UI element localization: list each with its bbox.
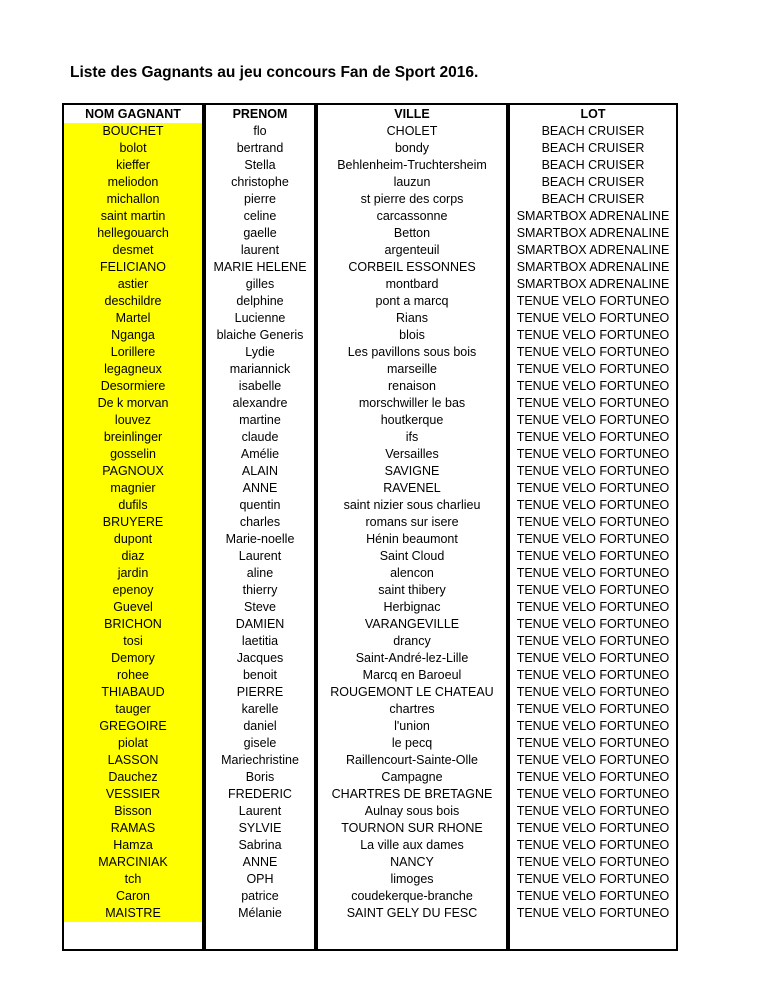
cell-prenom: PIERRE bbox=[236, 685, 284, 699]
cell-ville: ifs bbox=[405, 430, 419, 444]
cell-ville: chartres bbox=[389, 702, 435, 716]
cell-nom: jardin bbox=[64, 565, 202, 582]
cell-lot: TENUE VELO FORTUNEO bbox=[516, 345, 670, 359]
cell-lot: SMARTBOX ADRENALINE bbox=[516, 243, 670, 257]
cell-lot: TENUE VELO FORTUNEO bbox=[516, 362, 670, 376]
cell-ville: argenteuil bbox=[384, 243, 440, 257]
cell-ville: Behlenheim-Truchtersheim bbox=[337, 158, 487, 172]
cell-prenom: OPH bbox=[246, 872, 274, 886]
cell-ville: st pierre des corps bbox=[360, 192, 464, 206]
cell-lot: BEACH CRUISER bbox=[541, 141, 645, 155]
cell-nom: louvez bbox=[64, 412, 202, 429]
cell-prenom: Lydie bbox=[245, 345, 275, 359]
cell-ville: renaison bbox=[388, 379, 436, 393]
cell-prenom: daniel bbox=[243, 719, 277, 733]
cell-nom: saint martin bbox=[64, 208, 202, 225]
cell-lot: TENUE VELO FORTUNEO bbox=[516, 583, 670, 597]
cell-ville: CHOLET bbox=[386, 124, 438, 138]
cell-ville: SAVIGNE bbox=[384, 464, 440, 478]
header-ville: VILLE bbox=[394, 107, 430, 121]
cell-ville: morschwiller le bas bbox=[358, 396, 466, 410]
cell-lot: TENUE VELO FORTUNEO bbox=[516, 872, 670, 886]
header-lot: LOT bbox=[580, 107, 606, 121]
cell-prenom: Boris bbox=[245, 770, 275, 784]
cell-lot: TENUE VELO FORTUNEO bbox=[516, 838, 670, 852]
cell-lot: SMARTBOX ADRENALINE bbox=[516, 209, 670, 223]
cell-prenom: gaelle bbox=[243, 226, 277, 240]
cell-prenom: aline bbox=[246, 566, 274, 580]
cell-ville: saint thibery bbox=[378, 583, 446, 597]
cell-prenom: ANNE bbox=[242, 481, 278, 495]
cell-prenom: charles bbox=[239, 515, 281, 529]
cell-prenom: Amélie bbox=[240, 447, 280, 461]
cell-nom: BRUYERE bbox=[64, 514, 202, 531]
cell-nom: PAGNOUX bbox=[64, 463, 202, 480]
column-nom-gagnant bbox=[62, 103, 204, 951]
cell-prenom: flo bbox=[253, 124, 267, 138]
cell-ville: VARANGEVILLE bbox=[364, 617, 460, 631]
cell-nom: FELICIANO bbox=[64, 259, 202, 276]
cell-ville: montbard bbox=[385, 277, 439, 291]
cell-prenom: FREDERIC bbox=[228, 787, 292, 801]
cell-lot: BEACH CRUISER bbox=[541, 158, 645, 172]
column-prenom bbox=[204, 103, 316, 951]
cell-nom: hellegouarch bbox=[64, 225, 202, 242]
cell-lot: TENUE VELO FORTUNEO bbox=[516, 430, 670, 444]
cell-lot: TENUE VELO FORTUNEO bbox=[516, 804, 670, 818]
cell-nom: dupont bbox=[64, 531, 202, 548]
cell-ville: Rians bbox=[396, 311, 428, 325]
cell-nom: RAMAS bbox=[64, 820, 202, 837]
cell-prenom: Mélanie bbox=[238, 906, 282, 920]
cell-lot: BEACH CRUISER bbox=[541, 192, 645, 206]
cell-lot: TENUE VELO FORTUNEO bbox=[516, 498, 670, 512]
cell-ville: NANCY bbox=[390, 855, 434, 869]
cell-lot: TENUE VELO FORTUNEO bbox=[516, 770, 670, 784]
cell-ville: SAINT GELY DU FESC bbox=[346, 906, 478, 920]
cell-nom: GREGOIRE bbox=[64, 718, 202, 735]
cell-lot: TENUE VELO FORTUNEO bbox=[516, 328, 670, 342]
header-nom-gagnant: NOM GAGNANT bbox=[64, 105, 202, 123]
cell-ville: saint nizier sous charlieu bbox=[343, 498, 481, 512]
cell-prenom: pierre bbox=[244, 192, 276, 206]
cell-nom: deschildre bbox=[64, 293, 202, 310]
cell-ville: Aulnay sous bois bbox=[364, 804, 460, 818]
cell-nom: tch bbox=[64, 871, 202, 888]
cell-nom: astier bbox=[64, 276, 202, 293]
cell-ville: pont a marcq bbox=[375, 294, 449, 308]
cell-lot: TENUE VELO FORTUNEO bbox=[516, 855, 670, 869]
cell-prenom: claude bbox=[241, 430, 279, 444]
column-lot bbox=[508, 103, 678, 951]
cell-lot: TENUE VELO FORTUNEO bbox=[516, 396, 670, 410]
cell-ville: le pecq bbox=[391, 736, 433, 750]
cell-ville: romans sur isere bbox=[365, 515, 459, 529]
cell-nom: michallon bbox=[64, 191, 202, 208]
cell-nom: THIABAUD bbox=[64, 684, 202, 701]
cell-nom: desmet bbox=[64, 242, 202, 259]
cell-nom: bolot bbox=[64, 140, 202, 157]
cell-nom: VESSIER bbox=[64, 786, 202, 803]
column-ville bbox=[316, 103, 508, 951]
cell-lot: TENUE VELO FORTUNEO bbox=[516, 413, 670, 427]
cell-lot: TENUE VELO FORTUNEO bbox=[516, 515, 670, 529]
cell-prenom: Sabrina bbox=[238, 838, 282, 852]
cell-prenom: delphine bbox=[236, 294, 284, 308]
cell-ville: RAVENEL bbox=[383, 481, 441, 495]
cell-lot: TENUE VELO FORTUNEO bbox=[516, 379, 670, 393]
header-prenom: PRENOM bbox=[232, 107, 288, 121]
cell-lot: TENUE VELO FORTUNEO bbox=[516, 719, 670, 733]
cell-prenom: blaiche Generis bbox=[216, 328, 304, 342]
cell-ville: La ville aux dames bbox=[360, 838, 464, 852]
cell-prenom: benoit bbox=[242, 668, 278, 682]
cell-nom: kieffer bbox=[64, 157, 202, 174]
cell-nom: Bisson bbox=[64, 803, 202, 820]
cell-prenom: celine bbox=[243, 209, 277, 223]
cell-prenom: Marie-noelle bbox=[225, 532, 295, 546]
cell-ville: Marcq en Baroeul bbox=[362, 668, 462, 682]
cell-lot: TENUE VELO FORTUNEO bbox=[516, 634, 670, 648]
cell-nom: piolat bbox=[64, 735, 202, 752]
cell-ville: Herbignac bbox=[383, 600, 441, 614]
cell-prenom: Steve bbox=[244, 600, 276, 614]
cell-nom: Demory bbox=[64, 650, 202, 667]
cell-ville: Raillencourt-Sainte-Olle bbox=[345, 753, 478, 767]
cell-prenom: Stella bbox=[244, 158, 276, 172]
cell-prenom: laetitia bbox=[241, 634, 279, 648]
cell-prenom: DAMIEN bbox=[235, 617, 285, 631]
cell-nom: Guevel bbox=[64, 599, 202, 616]
cell-prenom: thierry bbox=[242, 583, 278, 597]
cell-lot: TENUE VELO FORTUNEO bbox=[516, 311, 670, 325]
cell-ville: TOURNON SUR RHONE bbox=[341, 821, 483, 835]
cell-lot: TENUE VELO FORTUNEO bbox=[516, 481, 670, 495]
cell-ville: houtkerque bbox=[380, 413, 444, 427]
cell-nom: Dauchez bbox=[64, 769, 202, 786]
cell-nom: De k morvan bbox=[64, 395, 202, 412]
cell-nom: tosi bbox=[64, 633, 202, 650]
cell-ville: coudekerque-branche bbox=[351, 889, 473, 903]
cell-ville: lauzun bbox=[393, 175, 431, 189]
cell-prenom: christophe bbox=[231, 175, 289, 189]
cell-nom: rohee bbox=[64, 667, 202, 684]
cell-lot: BEACH CRUISER bbox=[541, 175, 645, 189]
cell-nom: Nganga bbox=[64, 327, 202, 344]
cell-lot: TENUE VELO FORTUNEO bbox=[516, 532, 670, 546]
cell-ville: bondy bbox=[394, 141, 430, 155]
cell-nom: Desormiere bbox=[64, 378, 202, 395]
cell-nom: MAISTRE bbox=[64, 905, 202, 922]
cell-ville: Versailles bbox=[385, 447, 439, 461]
cell-prenom: Mariechristine bbox=[221, 753, 299, 767]
cell-nom: epenoy bbox=[64, 582, 202, 599]
cell-prenom: mariannick bbox=[229, 362, 291, 376]
cell-nom: Martel bbox=[64, 310, 202, 327]
cell-ville: Betton bbox=[393, 226, 431, 240]
cell-prenom: Laurent bbox=[238, 549, 282, 563]
cell-ville: marseille bbox=[386, 362, 437, 376]
cell-ville: blois bbox=[399, 328, 425, 342]
cell-ville: Les pavillons sous bois bbox=[347, 345, 477, 359]
cell-lot: TENUE VELO FORTUNEO bbox=[516, 702, 670, 716]
cell-nom: Lorillere bbox=[64, 344, 202, 361]
cell-prenom: Laurent bbox=[238, 804, 282, 818]
cell-prenom: ANNE bbox=[242, 855, 278, 869]
cell-nom: meliodon bbox=[64, 174, 202, 191]
cell-prenom: Lucienne bbox=[234, 311, 286, 325]
cell-nom: diaz bbox=[64, 548, 202, 565]
cell-prenom: SYLVIE bbox=[238, 821, 282, 835]
cell-lot: TENUE VELO FORTUNEO bbox=[516, 566, 670, 580]
cell-lot: TENUE VELO FORTUNEO bbox=[516, 889, 670, 903]
cell-nom: breinlinger bbox=[64, 429, 202, 446]
cell-lot: TENUE VELO FORTUNEO bbox=[516, 821, 670, 835]
cell-lot: TENUE VELO FORTUNEO bbox=[516, 294, 670, 308]
cell-lot: SMARTBOX ADRENALINE bbox=[516, 277, 670, 291]
cell-lot: TENUE VELO FORTUNEO bbox=[516, 685, 670, 699]
cell-ville: Saint Cloud bbox=[379, 549, 445, 563]
cell-prenom: gisele bbox=[243, 736, 277, 750]
cell-lot: TENUE VELO FORTUNEO bbox=[516, 617, 670, 631]
cell-lot: TENUE VELO FORTUNEO bbox=[516, 464, 670, 478]
cell-ville: limoges bbox=[390, 872, 434, 886]
cell-lot: TENUE VELO FORTUNEO bbox=[516, 549, 670, 563]
cell-nom: BRICHON bbox=[64, 616, 202, 633]
cell-prenom: alexandre bbox=[232, 396, 288, 410]
cell-prenom: patrice bbox=[241, 889, 279, 903]
cell-prenom: Jacques bbox=[236, 651, 284, 665]
cell-prenom: karelle bbox=[241, 702, 279, 716]
cell-prenom: gilles bbox=[245, 277, 275, 291]
cell-lot: SMARTBOX ADRENALINE bbox=[516, 226, 670, 240]
cell-lot: TENUE VELO FORTUNEO bbox=[516, 600, 670, 614]
cell-prenom: isabelle bbox=[238, 379, 282, 393]
cell-ville: l'union bbox=[394, 719, 430, 733]
cell-nom: Hamza bbox=[64, 837, 202, 854]
cell-nom: gosselin bbox=[64, 446, 202, 463]
cell-ville: Hénin beaumont bbox=[366, 532, 458, 546]
cell-ville: CHARTRES DE BRETAGNE bbox=[331, 787, 493, 801]
cell-nom: Caron bbox=[64, 888, 202, 905]
cell-prenom: laurent bbox=[240, 243, 280, 257]
cell-ville: carcassonne bbox=[376, 209, 448, 223]
cell-ville: Campagne bbox=[381, 770, 443, 784]
cell-nom: BOUCHET bbox=[64, 123, 202, 140]
page-title: Liste des Gagnants au jeu concours Fan de Sport 2016. bbox=[70, 64, 479, 81]
cell-ville: ROUGEMONT LE CHATEAU bbox=[330, 685, 494, 699]
cell-ville: drancy bbox=[393, 634, 431, 648]
cell-nom: dufils bbox=[64, 497, 202, 514]
cell-lot: TENUE VELO FORTUNEO bbox=[516, 753, 670, 767]
cell-prenom: ALAIN bbox=[241, 464, 279, 478]
cell-prenom: MARIE HELENE bbox=[213, 260, 307, 274]
cell-ville: CORBEIL ESSONNES bbox=[348, 260, 476, 274]
cell-ville: alencon bbox=[390, 566, 434, 580]
cell-lot: BEACH CRUISER bbox=[541, 124, 645, 138]
cell-lot: TENUE VELO FORTUNEO bbox=[516, 736, 670, 750]
cell-nom: tauger bbox=[64, 701, 202, 718]
cell-lot: SMARTBOX ADRENALINE bbox=[516, 260, 670, 274]
cell-lot: TENUE VELO FORTUNEO bbox=[516, 447, 670, 461]
cell-lot: TENUE VELO FORTUNEO bbox=[516, 668, 670, 682]
cell-nom: MARCINIAK bbox=[64, 854, 202, 871]
cell-prenom: bertrand bbox=[236, 141, 284, 155]
cell-ville: Saint-André-lez-Lille bbox=[355, 651, 469, 665]
cell-prenom: martine bbox=[239, 413, 281, 427]
cell-nom: LASSON bbox=[64, 752, 202, 769]
cell-lot: TENUE VELO FORTUNEO bbox=[516, 787, 670, 801]
cell-nom: magnier bbox=[64, 480, 202, 497]
cell-nom: legagneux bbox=[64, 361, 202, 378]
cell-lot: TENUE VELO FORTUNEO bbox=[516, 651, 670, 665]
cell-prenom: quentin bbox=[239, 498, 281, 512]
cell-lot: TENUE VELO FORTUNEO bbox=[516, 906, 670, 920]
